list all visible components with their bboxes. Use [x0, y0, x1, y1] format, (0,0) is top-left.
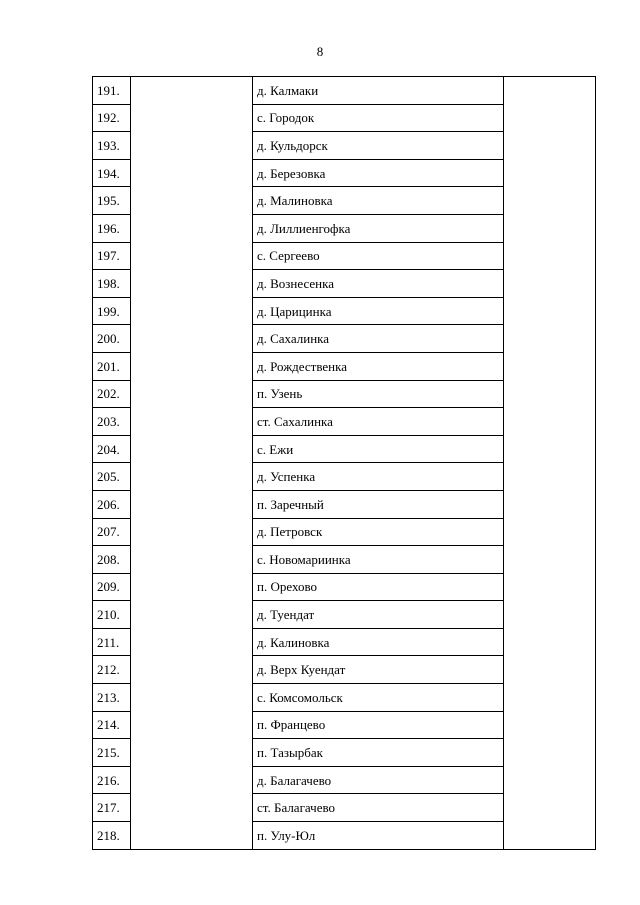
row-number: 211. [93, 628, 131, 656]
settlement-name: п. Улу-Юл [253, 822, 504, 850]
row-number: 215. [93, 739, 131, 767]
settlement-name: д. Балагачево [253, 766, 504, 794]
settlements-table [92, 76, 596, 850]
settlement-name: с. Городок [253, 104, 504, 132]
settlement-name: д. Рождественка [253, 352, 504, 380]
settlement-name: п. Тазырбак [253, 739, 504, 767]
settlement-name: д. Успенка [253, 463, 504, 491]
row-number: 213. [93, 684, 131, 712]
merged-empty-cell [504, 77, 596, 850]
row-number: 198. [93, 270, 131, 298]
row-number: 201. [93, 352, 131, 380]
settlement-name: п. Узень [253, 380, 504, 408]
settlement-name: п. Заречный [253, 490, 504, 518]
row-number: 218. [93, 822, 131, 850]
table-row [93, 77, 596, 105]
settlement-name: п. Францево [253, 711, 504, 739]
settlement-name: д. Туендат [253, 601, 504, 629]
row-number: 210. [93, 601, 131, 629]
row-number: 197. [93, 242, 131, 270]
row-number: 208. [93, 546, 131, 574]
settlement-name: д. Калмаки [253, 77, 504, 105]
row-number: 202. [93, 380, 131, 408]
row-number: 216. [93, 766, 131, 794]
settlement-name: д. Малиновка [253, 187, 504, 215]
row-number: 195. [93, 187, 131, 215]
row-number: 194. [93, 159, 131, 187]
page-number: 8 [316, 44, 324, 59]
row-number: 200. [93, 325, 131, 353]
settlement-name: д. Калиновка [253, 628, 504, 656]
settlement-name: с. Новомариинка [253, 546, 504, 574]
settlements-table-body [93, 77, 596, 850]
row-number: 214. [93, 711, 131, 739]
row-number: 196. [93, 214, 131, 242]
settlement-name: с. Комсомольск [253, 684, 504, 712]
settlement-name: ст. Балагачево [253, 794, 504, 822]
row-number: 192. [93, 104, 131, 132]
row-number: 203. [93, 408, 131, 436]
row-number: 209. [93, 573, 131, 601]
settlement-name: д. Березовка [253, 159, 504, 187]
settlement-name: д. Верх Куендат [253, 656, 504, 684]
settlement-name: с. Ежи [253, 435, 504, 463]
row-number: 193. [93, 132, 131, 160]
row-number: 212. [93, 656, 131, 684]
settlement-name: д. Лиллиенгофка [253, 214, 504, 242]
row-number: 191. [93, 77, 131, 105]
settlement-name: с. Сергеево [253, 242, 504, 270]
settlement-name: д. Царицинка [253, 297, 504, 325]
settlement-name: д. Вознесенка [253, 270, 504, 298]
row-number: 205. [93, 463, 131, 491]
row-number: 217. [93, 794, 131, 822]
settlement-name: д. Сахалинка [253, 325, 504, 353]
settlement-name: д. Петровск [253, 518, 504, 546]
merged-empty-cell [131, 77, 253, 850]
row-number: 207. [93, 518, 131, 546]
row-number: 206. [93, 490, 131, 518]
settlement-name: ст. Сахалинка [253, 408, 504, 436]
settlement-name: п. Орехово [253, 573, 504, 601]
settlement-name: д. Кульдорск [253, 132, 504, 160]
row-number: 204. [93, 435, 131, 463]
row-number: 199. [93, 297, 131, 325]
